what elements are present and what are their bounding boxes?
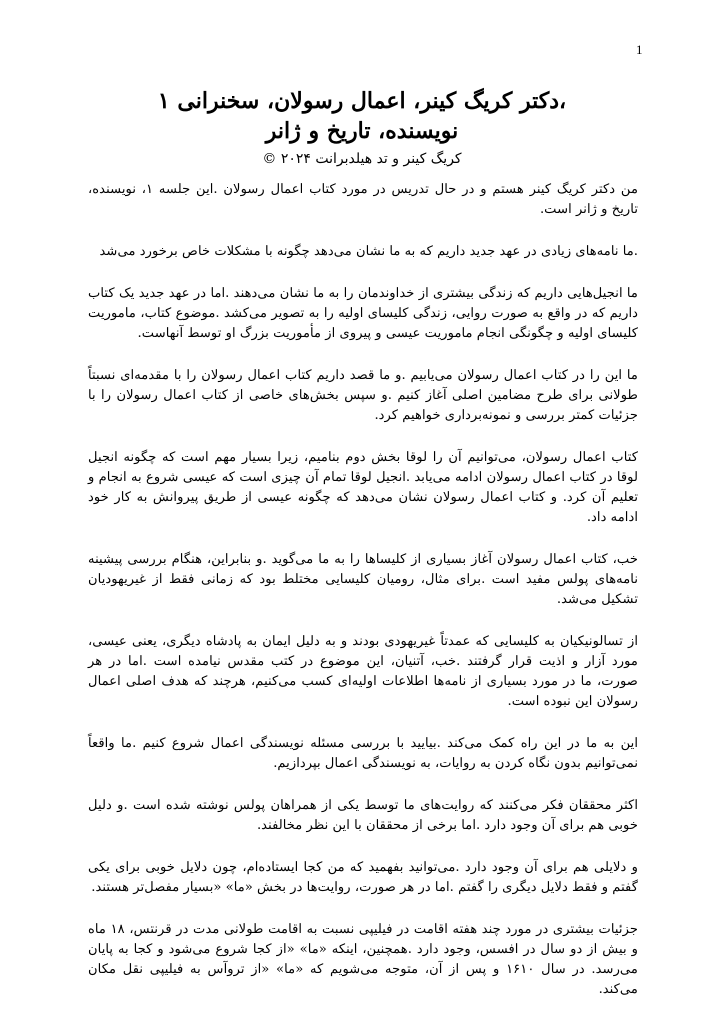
paragraph: این به ما در این راه کمک می‌کند .بیایید با بررسی مسئله نویسندگی اعمال شروع کنیم .ما واقعاً نمی‌توانیم بدون نگاه کردن به روایات، به نویسندگی اعمال بپردازیم. bbox=[88, 736, 638, 771]
paragraph: ما انجیل‌هایی داریم که زندگی بیشتری از خداوندمان را به ما نشان می‌دهند .اما در عهد جدید یک کتاب داریم که در واقع به صورت روایی، زندگی کلیسای اولیه را به تصویر می‌کشد .موضوع کتاب، ماموریت کلیسای اولیه و چگونگی انجام ماموریت عیسی و پیروی از مأموریت بزرگ او توسط آنهاست. bbox=[88, 286, 638, 341]
paragraph: من دکتر کریگ کینر هستم و در حال تدریس در مورد کتاب اعمال رسولان .این جلسه ۱، نویسنده، تاریخ و ژانر است. bbox=[88, 182, 639, 217]
paragraph: خب، کتاب اعمال رسولان آغاز بسیاری از کلیساها را به ما می‌گوید .و بنابراین، هنگام بررسی پیشینه نامه‌های پولس مفید است .برای مثال، رومیان کلیسایی مختلط بود که زمانی فقط از غیریهودیان تشکیل می‌شد. bbox=[88, 552, 638, 607]
paragraph: .ما نامه‌های زیادی در عهد جدید داریم که به ما نشان می‌دهد چگونه با مشکلات خاص برخورد می‌شد bbox=[99, 244, 638, 259]
paragraph: از تسالونیکیان به کلیسایی که عمدتاً غیریهودی بودند و به دلیل ایمان به پادشاه دیگری، یعنی عیسی، مورد آزار و اذیت قرار گرفتند .خب، آتنیان، این موضوع در کتب مقدس نیامده است .اما در هر صورت، ما در مورد بسیاری از نامه‌ها اطلاعات اولیه‌ای کسب می‌کنیم، هرچند که هدف اصلی اعمال رسولان این نبوده است. bbox=[88, 634, 638, 709]
paragraph: و دلایلی هم برای آن وجود دارد .می‌توانید بفهمید که من کجا ایستاده‌ام، چون دلایل خوبی برای یکی گفتم و فقط دلایل دیگری را گفتم .اما در هر صورت، روایت‌ها در بخش «ما» «بسیار مفصل‌تر هستند. bbox=[88, 860, 638, 895]
page-title: ،دکتر کریگ کینر، اعمال رسولان، سخنرانی ۱ bbox=[157, 88, 567, 114]
page-subtitle: کریگ کینر و تد هیلدبرانت ۲۰۲۴ © bbox=[262, 151, 462, 167]
title-block bbox=[0, 86, 724, 170]
paragraph: کتاب اعمال رسولان، می‌توانیم آن را لوقا بخش دوم بنامیم، زیرا بسیار مهم است که چگونه انجیل لوقا در کتاب اعمال رسولان ادامه می‌یابد .انجیل لوقا تمام آن چیزی است که عیسی شروع به انجام و تعلیم آن کرد. و کتاب اعمال رسولان نشان می‌دهد که چگونه عیسی از طریق پیروانش به کار خود ادامه داد. bbox=[88, 450, 638, 525]
paragraph: ما این را در کتاب اعمال رسولان می‌یابیم .و ما قصد داریم کتاب اعمال رسولان را با مقدمه‌ای نسبتاً طولانی برای طرح مضامین اصلی آغاز کنیم .و سپس بخش‌های خاصی از کتاب اعمال رسولان را با جزئیات کمتر بررسی و نمونه‌برداری خواهیم کرد. bbox=[88, 368, 638, 423]
page-number: 1 bbox=[636, 42, 643, 57]
body-text bbox=[88, 180, 638, 1022]
page-title-line-2: نویسنده، تاریخ و ژانر bbox=[265, 118, 459, 144]
paragraph: جزئیات بیشتری در مورد چند هفته اقامت در فیلیپی نسبت به اقامت طولانی مدت در قرنتس، ۱۸ ماه و بیش از دو سال در افسس، وجود دارد .همچنین، اینکه «ما» «از کجا شروع می‌شود و کجا به پایان می‌رسد. در سال ۱۶۱۰ و پس از آن، متوجه می‌شویم که «ما» «از تروآس به فیلیپی نقل مکان می‌کند. bbox=[88, 922, 638, 997]
paragraph: اکثر محققان فکر می‌کنند که روایت‌های ما توسط یکی از همراهان پولس نوشته شده است .و دلیل خوبی هم برای آن وجود دارد .اما برخی از محققان با این نظر مخالفند. bbox=[88, 798, 638, 833]
